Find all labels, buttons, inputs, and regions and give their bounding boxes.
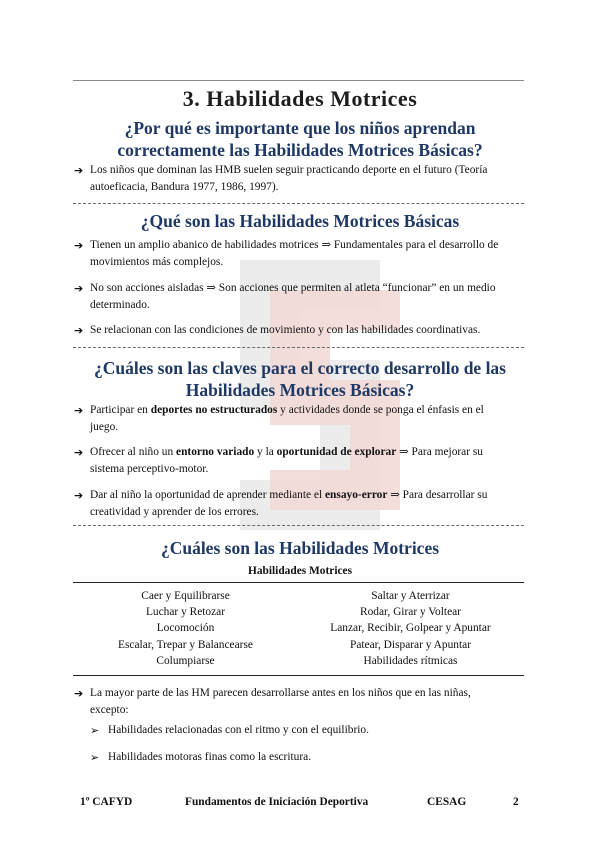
arrow-icon: ➔ bbox=[74, 239, 84, 252]
arrow-icon: ➔ bbox=[74, 489, 84, 502]
page-title: 3. Habilidades Motrices bbox=[182, 86, 418, 111]
sub-bullet: ➢ Habilidades motoras finas como la escritura. bbox=[90, 751, 312, 764]
top-rule bbox=[73, 80, 524, 81]
footer-subject: Fundamentos de Iniciación Deportiva bbox=[185, 796, 369, 808]
section4-bullet: ➔ La mayor parte de las HM parecen desarrollarse antes en los niños que en las niñas, excepto: bbox=[74, 687, 471, 716]
arrow-icon: ➔ bbox=[74, 404, 84, 417]
table-right-column bbox=[298, 588, 523, 669]
sub-arrow-icon: ➢ bbox=[90, 724, 100, 737]
table-cell: Habilidades rítmicas bbox=[363, 654, 458, 667]
table-cell: Patear, Disparar y Apuntar bbox=[349, 638, 471, 651]
table-cell: Locomoción bbox=[156, 622, 215, 635]
table-cell: Columpiarse bbox=[156, 654, 215, 667]
table-bottom-rule bbox=[73, 675, 524, 676]
table-caption: Habilidades Motrices bbox=[247, 565, 353, 577]
section3-bullet: ➔ Dar al niño la oportunidad de aprender mediante el ensayo-error ⇒ Para desarrollar su creatividad y aprender de los errores. bbox=[74, 489, 488, 518]
section2-bullet: ➔ No son acciones aisladas ⇒ Son acciones que permiten al atleta “funcionar” en un medio determinado. bbox=[74, 282, 496, 311]
section2-heading: ¿Qué son las Habilidades Motrices Básicas bbox=[140, 211, 460, 231]
table-cell: Caer y Equilibrarse bbox=[141, 590, 230, 602]
section4-heading: ¿Cuáles son las Habilidades Motrices bbox=[160, 538, 440, 558]
section3-bullet: ➔ Participar en deportes no estructurados y actividades donde se ponga el énfasis en el juego. bbox=[74, 404, 484, 433]
arrow-icon: ➔ bbox=[74, 282, 84, 295]
table-cell: Saltar y Aterrizar bbox=[371, 590, 450, 602]
table-cell: Rodar, Girar y Voltear bbox=[360, 606, 461, 619]
arrow-icon: ➔ bbox=[74, 687, 84, 700]
section-divider bbox=[73, 525, 524, 526]
sub-bullet: ➢ Habilidades relacionadas con el ritmo y con el equilibrio. bbox=[90, 724, 369, 737]
arrow-icon: ➔ bbox=[74, 446, 84, 459]
section1-bullet: ➔ Los niños que dominan las HMB suelen seguir practicando deporte en el futuro (Teoría autoeficacia, Bandura 1977, 1986, 1997). bbox=[74, 164, 488, 193]
table-top-rule bbox=[73, 582, 524, 583]
arrow-icon: ➔ bbox=[74, 164, 84, 177]
section1-heading: ¿Por qué es importante que los niños aprendan correctamente las Habilidades Motrices Básicas? bbox=[117, 118, 483, 160]
footer-institution: CESAG bbox=[427, 796, 467, 808]
arrow-icon: ➔ bbox=[74, 324, 84, 337]
section-divider bbox=[73, 347, 524, 348]
footer-page-number: 2 bbox=[513, 796, 519, 808]
section3-heading: ¿Cuáles son las claves para el correcto desarrollo de las Habilidades Motrices Básicas? bbox=[93, 358, 506, 400]
footer-course: 1º CAFYD bbox=[80, 796, 133, 808]
table-left-column bbox=[73, 588, 298, 669]
section3-bullet: ➔ Ofrecer al niño un entorno variado y la oportunidad de explorar ⇒ Para mejorar su sistema perceptivo-motor. bbox=[74, 446, 484, 475]
section-divider bbox=[73, 203, 524, 204]
sub-arrow-icon: ➢ bbox=[90, 751, 100, 764]
table-cell: Escalar, Trepar y Balancearse bbox=[118, 638, 253, 651]
section2-bullet: ➔ Tienen un amplio abanico de habilidades motrices ⇒ Fundamentales para el desarrollo de movimientos más complejos. bbox=[74, 239, 499, 268]
table-cell: Lanzar, Recibir, Golpear y Apuntar bbox=[330, 622, 491, 635]
section2-bullet: ➔ Se relacionan con las condiciones de movimiento y con las habilidades coordinativas. bbox=[74, 324, 481, 337]
table-cell: Luchar y Retozar bbox=[145, 606, 226, 619]
